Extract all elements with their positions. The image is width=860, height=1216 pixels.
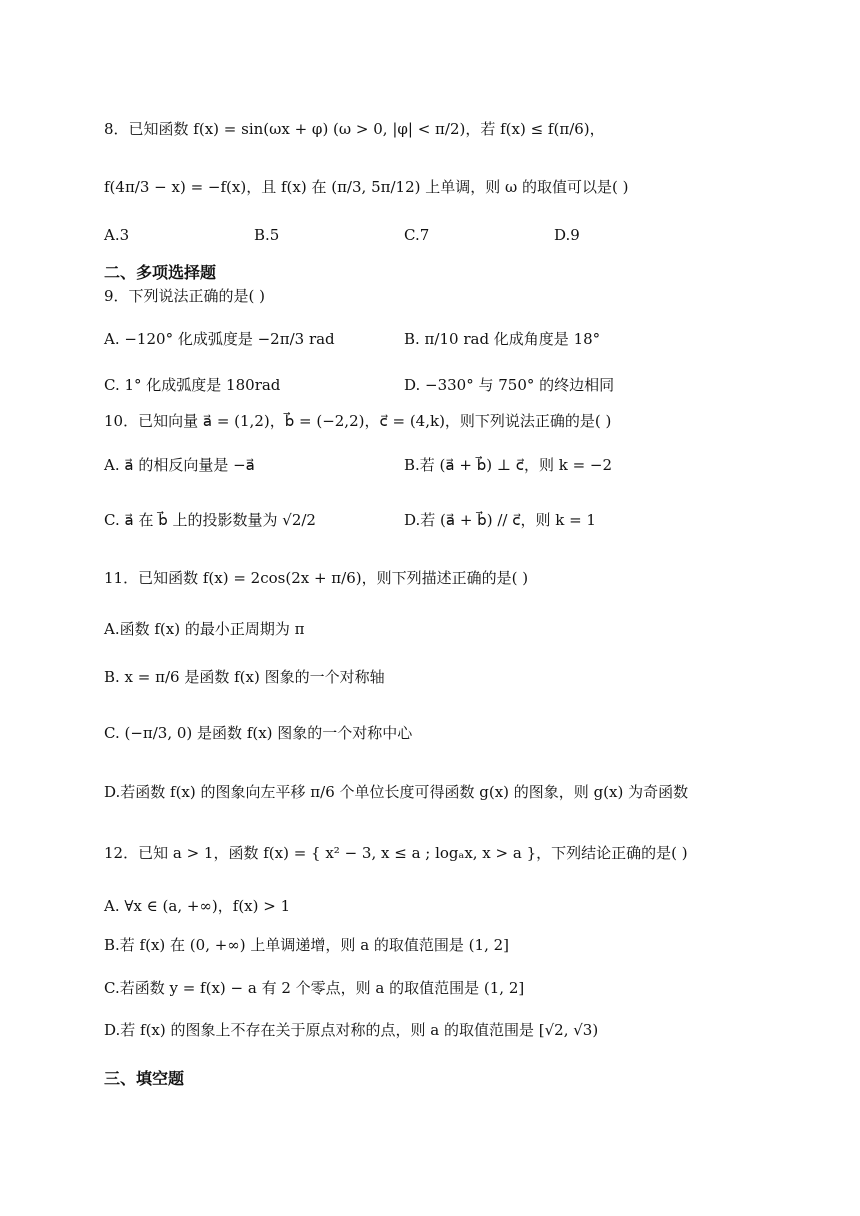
q8-option-c: C.7: [404, 226, 430, 244]
q9-option-a: A. −120° 化成弧度是 −2π/3 rad: [104, 330, 335, 348]
q11-option-c: C. (−π/3, 0) 是函数 f(x) 图象的一个对称中心: [104, 724, 413, 742]
q10-option-c: C. a⃗ 在 b⃗ 上的投影数量为 √2/2: [104, 511, 316, 529]
q12-stem: 12．已知 a > 1，函数 f(x) = { x² − 3, x ≤ a ; logₐx, x > a }，下列结论正确的是( ): [104, 844, 688, 862]
q8-option-b: B.5: [254, 226, 280, 244]
q11-option-a: A.函数 f(x) 的最小正周期为 π: [104, 620, 305, 638]
q12-option-b: B.若 f(x) 在 (0, +∞) 上单调递增，则 a 的取值范围是 (1, 2]: [104, 936, 510, 954]
q10-option-b: B.若 (a⃗ + b⃗) ⊥ c⃗，则 k = −2: [404, 456, 613, 474]
q10-option-d: D.若 (a⃗ + b⃗) // c⃗，则 k = 1: [404, 511, 596, 529]
q10-stem: 10．已知向量 a⃗ = (1,2)，b⃗ = (−2,2)，c⃗ = (4,k)，则下列说法正确的是( ): [104, 412, 612, 430]
section-heading-multiple-choice: 二、多项选择题: [104, 263, 217, 282]
q8-option-a: A.3: [104, 226, 130, 244]
q11-option-d: D.若函数 f(x) 的图象向左平移 π/6 个单位长度可得函数 g(x) 的图象，则 g(x) 为奇函数: [104, 783, 689, 801]
q8-line1: 8．已知函数 f(x) = sin(ωx + φ) (ω > 0, |φ| < π/2)，若 f(x) ≤ f(π/6)，: [104, 120, 605, 138]
q12-option-a: A. ∀x ∈ (a, +∞)，f(x) > 1: [104, 897, 291, 915]
q11-stem: 11．已知函数 f(x) = 2cos(2x + π/6)，则下列描述正确的是( ): [104, 569, 529, 587]
q10-option-a: A. a⃗ 的相反向量是 −a⃗: [104, 456, 255, 474]
q11-option-b: B. x = π/6 是函数 f(x) 图象的一个对称轴: [104, 668, 385, 686]
section-heading-fill-in-blank: 三、填空题: [104, 1069, 185, 1088]
q9-stem: 9．下列说法正确的是( ): [104, 287, 266, 305]
q8-line2: f(4π/3 − x) = −f(x)，且 f(x) 在 (π/3, 5π/12) 上单调，则 ω 的取值可以是( ): [104, 178, 629, 196]
q9-option-c: C. 1° 化成弧度是 180rad: [104, 376, 281, 394]
q9-option-b: B. π/10 rad 化成角度是 18°: [404, 330, 601, 348]
q12-option-c: C.若函数 y = f(x) − a 有 2 个零点，则 a 的取值范围是 (1, 2]: [104, 979, 525, 997]
q9-option-d: D. −330° 与 750° 的终边相同: [404, 376, 615, 394]
q8-option-d: D.9: [554, 226, 580, 244]
q12-option-d: D.若 f(x) 的图象上不存在关于原点对称的点，则 a 的取值范围是 [√2, √3): [104, 1021, 599, 1039]
